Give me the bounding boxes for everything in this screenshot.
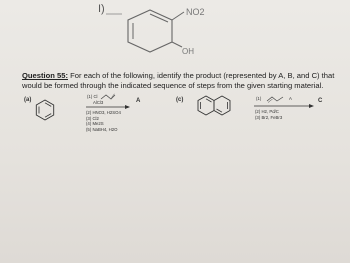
benzene-structure bbox=[32, 97, 58, 123]
part-c-reaction-arrow bbox=[254, 104, 314, 108]
no2-label: NO2 bbox=[186, 7, 205, 17]
part-c-alkene-sketch bbox=[266, 95, 286, 103]
part-c-step1: (1) bbox=[256, 96, 262, 101]
part-a-step3: (3) Cl2 bbox=[86, 115, 99, 121]
part-a-step5: (5) NaBH4, H2O bbox=[86, 126, 118, 132]
question-55-text bbox=[22, 71, 342, 91]
question-body: For each of the following, identify the product (represented by A, B, and C) that would be formed through the indicated sequence of steps from the given starting material. bbox=[22, 71, 335, 90]
part-c-product: C bbox=[318, 98, 323, 104]
part-c-step3: (3) Br2, FeBr3 bbox=[255, 114, 283, 120]
part-a-step2: (2) HNO3, H2SO4 bbox=[86, 110, 121, 115]
part-a-product: A bbox=[136, 98, 141, 104]
previous-question-structure bbox=[0, 0, 350, 62]
question-label: Question 55: bbox=[22, 71, 68, 80]
part-c-step2: (2) H2, Pd/C bbox=[255, 109, 279, 114]
part-a-step4: (4) Me2S bbox=[86, 121, 104, 126]
partial-label: I) bbox=[98, 3, 105, 15]
part-c-step1-suffix: A bbox=[289, 96, 292, 101]
part-a-step1: (1) Cl bbox=[87, 94, 98, 99]
part-a-reaction-arrow bbox=[86, 105, 130, 109]
naphthalene-structure bbox=[196, 94, 234, 118]
part-a-label: (a) bbox=[24, 97, 32, 103]
part-c-label: (c) bbox=[176, 97, 184, 103]
part-a-catalyst: AlCl3 bbox=[93, 100, 104, 105]
oh-label: OH bbox=[182, 47, 194, 56]
